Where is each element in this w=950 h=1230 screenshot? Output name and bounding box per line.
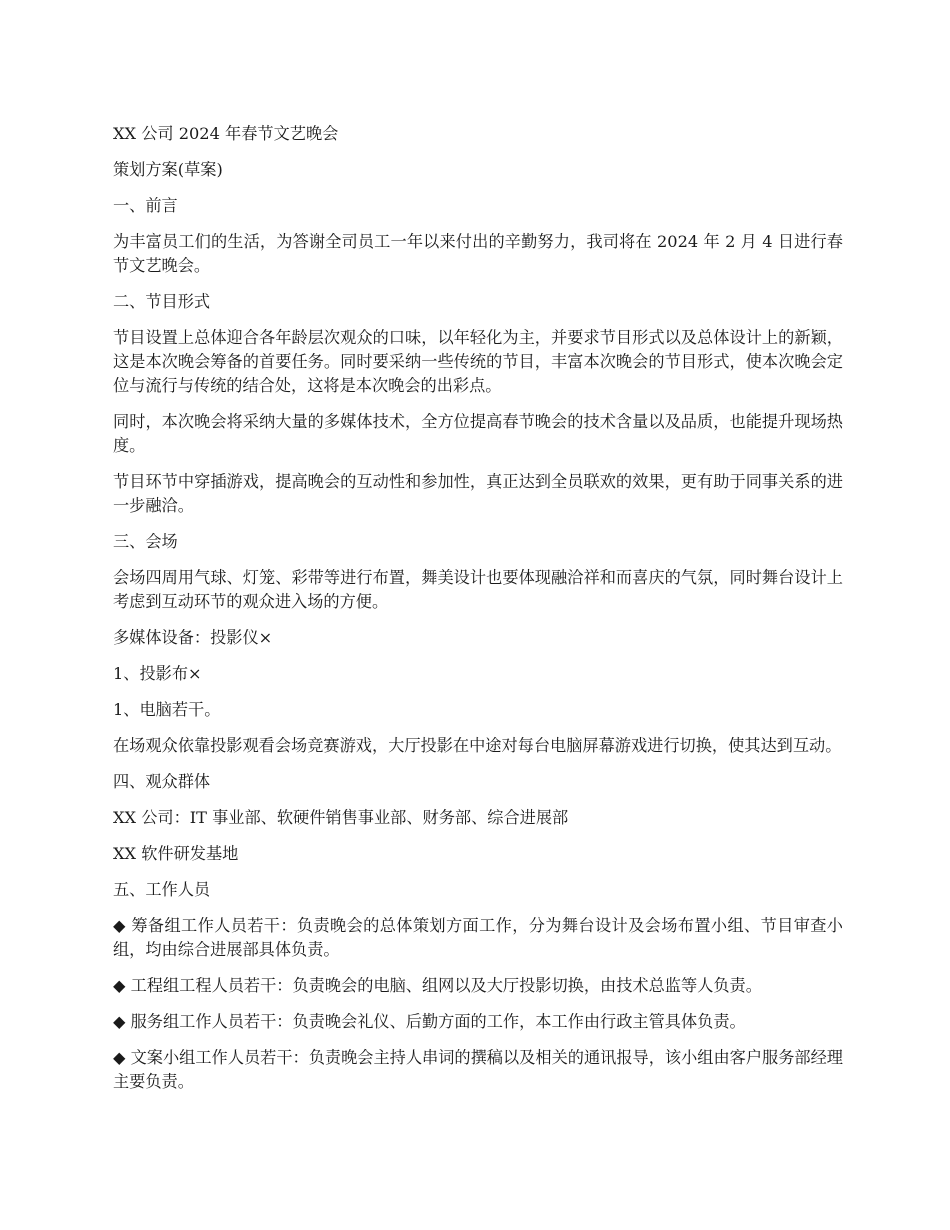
section-heading-preface: 一、前言 [113, 196, 178, 215]
section-heading-program-format: 二、节目形式 [113, 292, 211, 311]
paragraph: 节目环节中穿插游戏，提高晚会的互动性和参加性，真正达到全员联欢的效果，更有助于同事关系的进一步融洽。 [113, 472, 843, 515]
paragraph: XX 软件研发基地 [113, 844, 239, 863]
paragraph: 在场观众依靠投影观看会场竞赛游戏，大厅投影在中途对每台电脑屏幕游戏进行切换，使其达到互动。 [113, 736, 842, 755]
list-item: ◆ 工程组工程人员若干：负责晚会的电脑、组网以及大厅投影切换，由技术总监等人负责。 [113, 976, 762, 995]
paragraph: 同时，本次晚会将采纳大量的多媒体技术，全方位提高春节晚会的技术含量以及品质，也能提升现场热度。 [113, 412, 843, 455]
paragraph: 1、投影布× [113, 664, 202, 683]
list-item: ◆ 筹备组工作人员若干：负责晚会的总体策划方面工作，分为舞台设计及会场布置小组、节目审查小组，均由综合进展部具体负责。 [113, 916, 843, 959]
document-title: XX 公司 2024 年春节文艺晚会 [113, 124, 339, 143]
paragraph: 多媒体设备：投影仪× [113, 628, 273, 647]
paragraph: 会场四周用气球、灯笼、彩带等进行布置，舞美设计也要体现融洽祥和而喜庆的气氛，同时舞台设计上考虑到互动环节的观众进入场的方便。 [113, 568, 843, 611]
list-item: ◆ 文案小组工作人员若干：负责晚会主持人串词的撰稿以及相关的通讯报导，该小组由客户服务部经理主要负责。 [113, 1048, 843, 1091]
paragraph: 1、电脑若干。 [113, 700, 221, 719]
paragraph: 节目设置上总体迎合各年龄层次观众的口味，以年轻化为主，并要求节目形式以及总体设计上的新颖，这是本次晚会筹备的首要任务。同时要采纳一些传统的节目，丰富本次晚会的节目形式，使本次晚会定位与流行与传统的结合处，这将是本次晚会的出彩点。 [113, 328, 843, 395]
section-heading-venue: 三、会场 [113, 532, 178, 551]
section-heading-audience: 四、观众群体 [113, 772, 211, 791]
document-page [113, 122, 843, 1106]
section-heading-staff: 五、工作人员 [113, 880, 211, 899]
list-item: ◆ 服务组工作人员若干：负责晚会礼仪、后勤方面的工作，本工作由行政主管具体负责。 [113, 1012, 746, 1031]
paragraph: 为丰富员工们的生活，为答谢全司员工一年以来付出的辛勤努力，我司将在 2024 年 2 月 4 日进行春节文艺晚会。 [113, 232, 843, 275]
document-subtitle: 策划方案(草案) [113, 160, 223, 179]
paragraph: XX 公司：IT 事业部、软硬件销售事业部、财务部、综合进展部 [113, 808, 569, 827]
